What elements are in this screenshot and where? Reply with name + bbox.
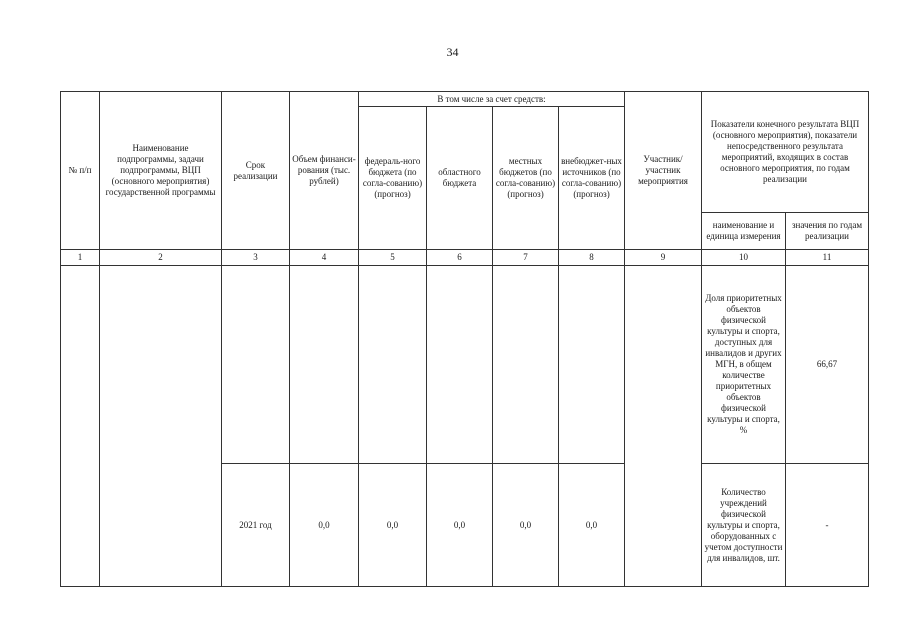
cell-indicator: Количество учреждений физической культуры и спорта, оборудованных с учетом доступности для инвалидов, шт.: [702, 464, 786, 587]
cell-regional: [427, 266, 493, 464]
header-indicator-name: наименование и единица измерения: [702, 213, 786, 250]
page-number: 34: [446, 45, 459, 59]
column-number: 8: [559, 250, 625, 266]
header-indicator-group: Показатели конечного результата ВЦП (основного мероприятия), показатели непосредственного результата мероприятий, входящих в состав основного мероприятия, по годам реализации: [702, 92, 869, 213]
cell-indicator: Доля приоритетных объектов физической культуры и спорта, доступных для инвалидов и других МГН, в общем количестве приоритетных объектов физической культуры и спорта, %: [702, 266, 786, 464]
program-table: [60, 91, 869, 587]
cell-period: [222, 266, 290, 464]
table-row: [61, 266, 869, 464]
cell-value: -: [786, 464, 869, 587]
cell-federal: [359, 266, 427, 464]
header-row-1: [61, 92, 869, 107]
header-name: Наименование подпрограммы, задачи подпрограммы, ВЦП (основного мероприятия) государственной программы: [100, 92, 222, 250]
cell-extra: [559, 266, 625, 464]
header-local: местных бюджетов (по согла-сованию) (прогноз): [493, 107, 559, 250]
cell-amount: [290, 266, 359, 464]
cell-local: 0,0: [493, 464, 559, 587]
header-extra: внебюджет-ных источников (по согла-сованию) (прогноз): [559, 107, 625, 250]
header-amount: Объем финанси-рования (тыс. рублей): [290, 92, 359, 250]
column-number: 11: [786, 250, 869, 266]
column-number: 10: [702, 250, 786, 266]
header-period: Срок реализации: [222, 92, 290, 250]
cell-participant: [625, 266, 702, 587]
cell-num: [61, 266, 100, 587]
column-number: 2: [100, 250, 222, 266]
column-number: 5: [359, 250, 427, 266]
column-number-row: [61, 250, 869, 266]
cell-extra: 0,0: [559, 464, 625, 587]
header-regional: областного бюджета: [427, 107, 493, 250]
cell-regional: 0,0: [427, 464, 493, 587]
cell-local: [493, 266, 559, 464]
header-federal: федераль-ного бюджета (по согла-сованию) (прогноз): [359, 107, 427, 250]
header-budget-group: В том числе за счет средств:: [359, 92, 625, 107]
cell-federal: 0,0: [359, 464, 427, 587]
column-number: 9: [625, 250, 702, 266]
column-number: 3: [222, 250, 290, 266]
column-number: 6: [427, 250, 493, 266]
column-number: 4: [290, 250, 359, 266]
cell-period: 2021 год: [222, 464, 290, 587]
header-indicator-values: значения по годам реализации: [786, 213, 869, 250]
header-participant: Участник/ участник мероприятия: [625, 92, 702, 250]
column-number: 1: [61, 250, 100, 266]
cell-name: [100, 266, 222, 587]
header-num: № п/п: [61, 92, 100, 250]
cell-amount: 0,0: [290, 464, 359, 587]
column-number: 7: [493, 250, 559, 266]
cell-value: 66,67: [786, 266, 869, 464]
